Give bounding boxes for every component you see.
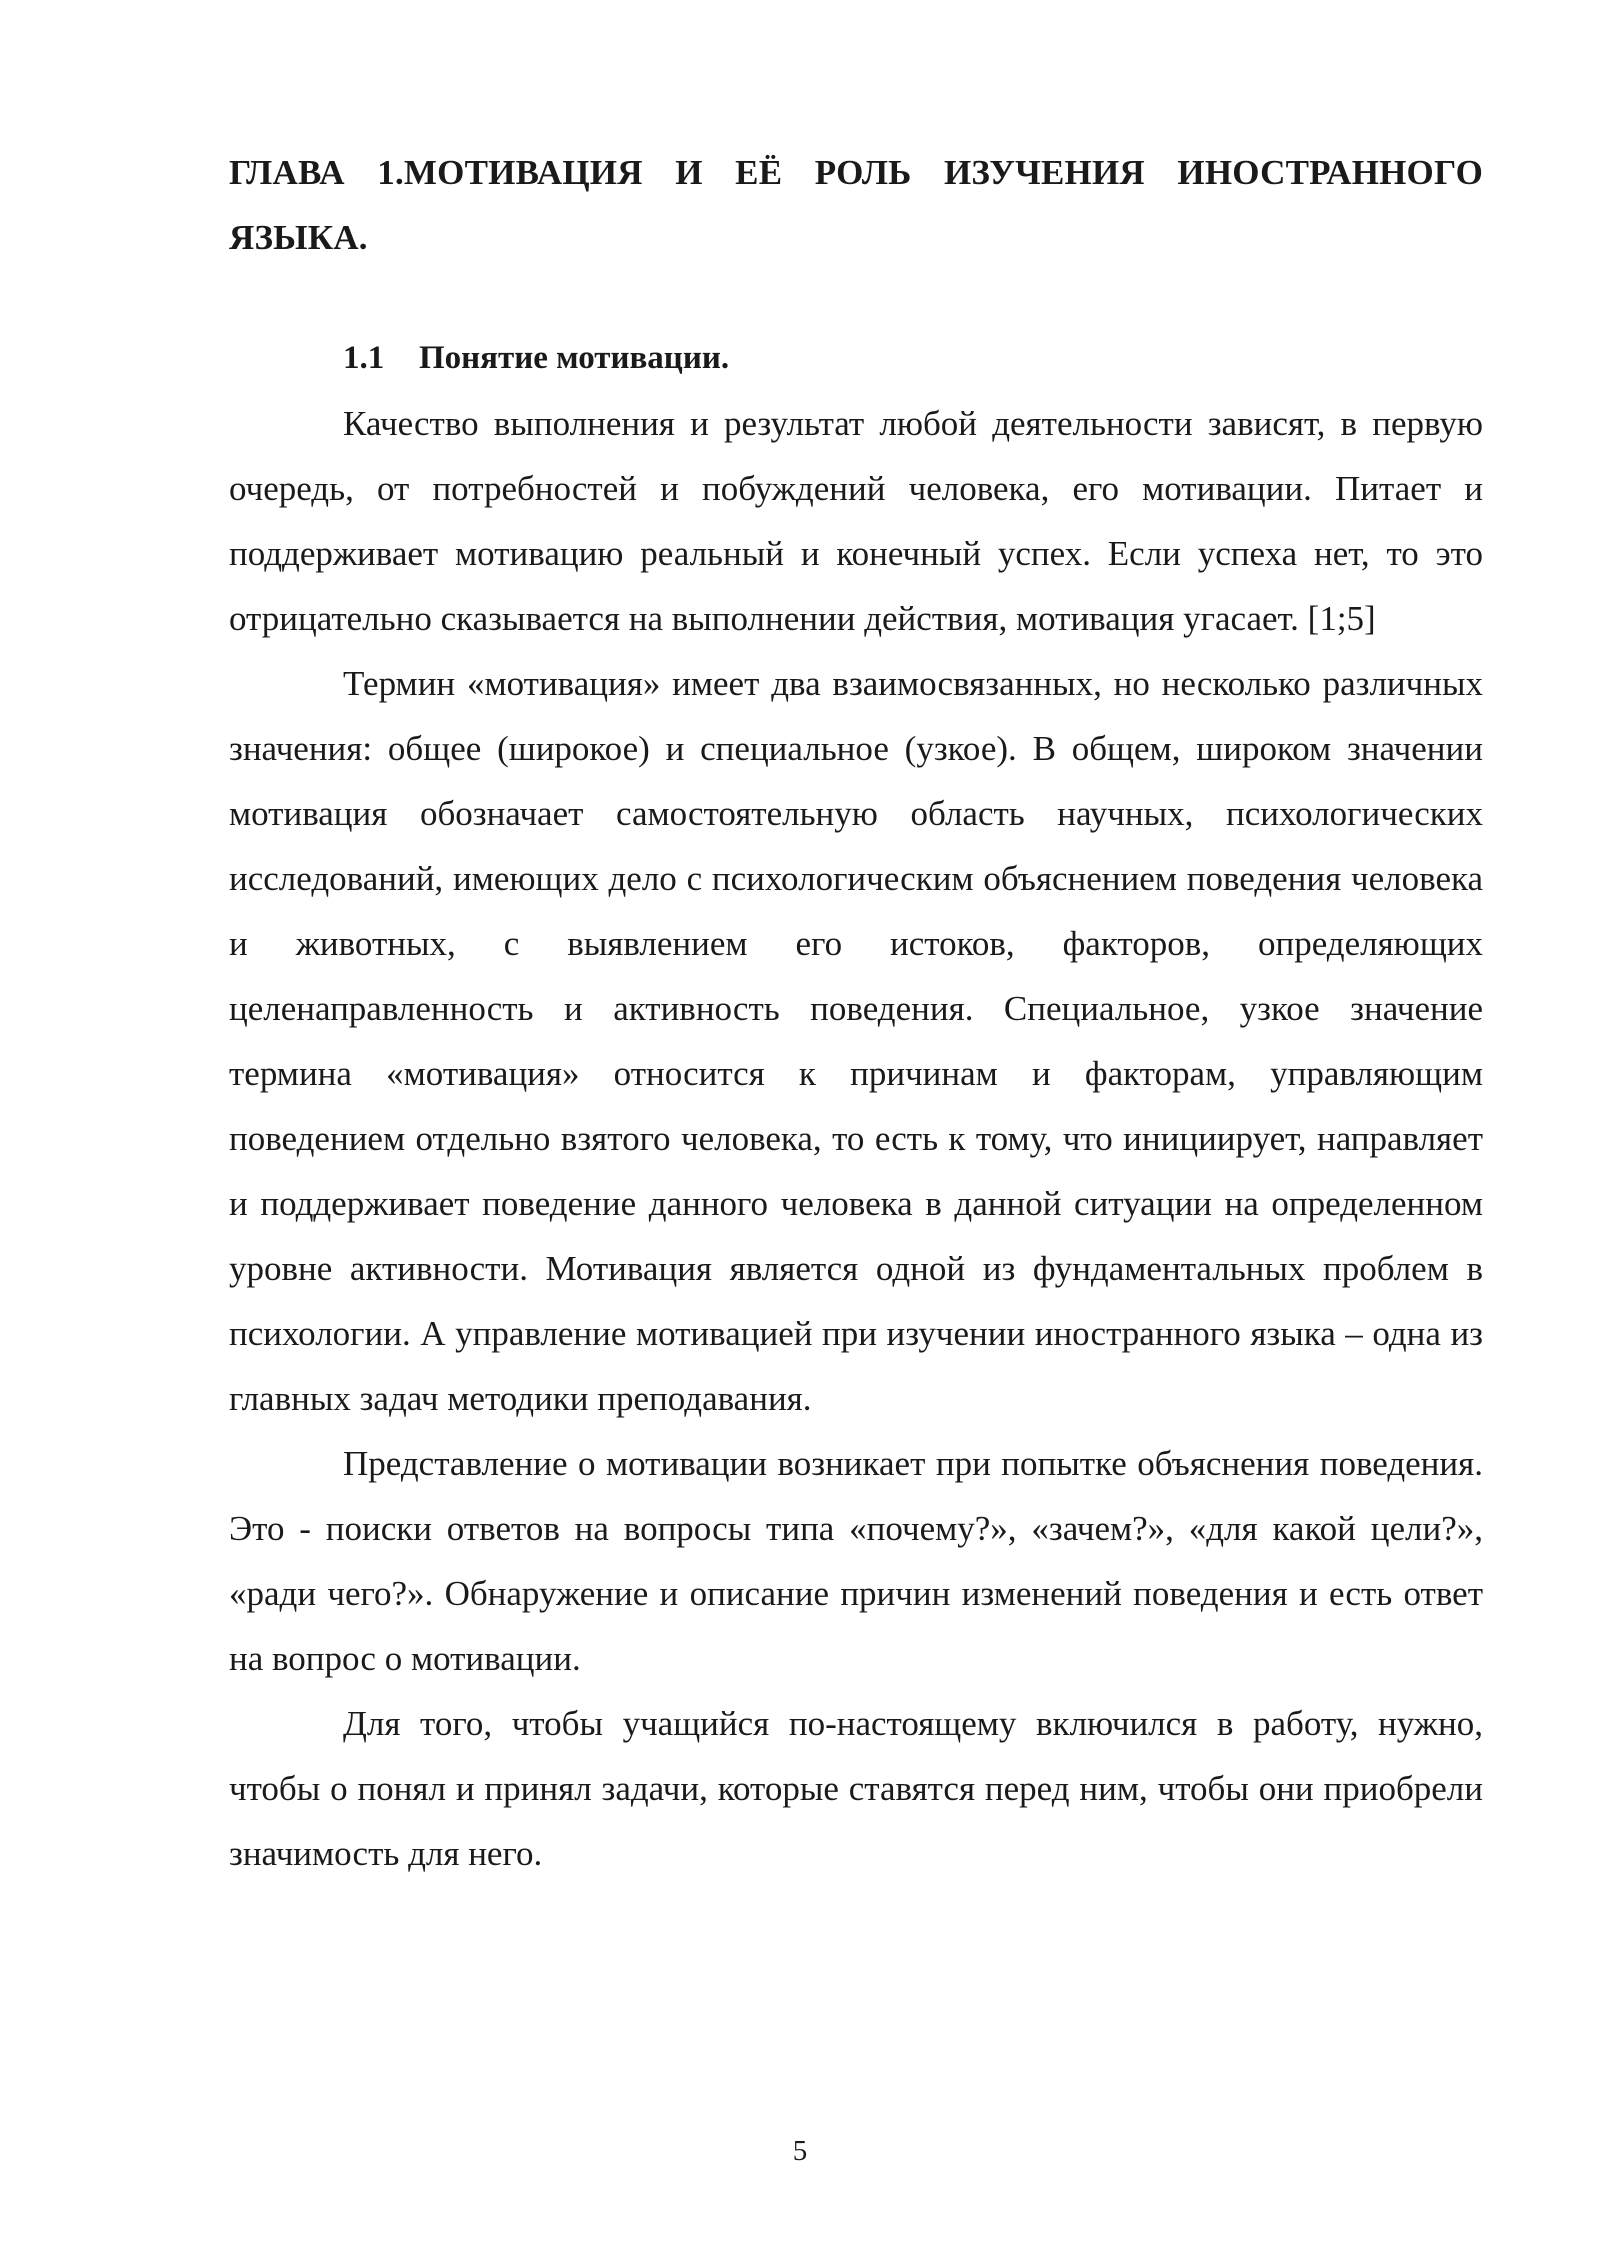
section-number: 1.1: [343, 340, 385, 376]
paragraph-1: Качество выполнения и результат любой деятельности зависят, в первую очередь, от потребностей и побуждений человека, его мотивации. Питает и поддерживает мотивацию реальный и конечный успех. Если успеха нет, то это отрицательно сказывается на выполнении действия, мотивация угасает. [1;5]: [229, 404, 1483, 638]
paragraph-3: Представление о мотивации возникает при попытке объяснения поведения. Это - поиски ответов на вопросы типа «почему?», «зачем?», «для какой цели?», «ради чего?». Обнаружение и описание причин изменений поведения и есть ответ на вопрос о мотивации.: [229, 1444, 1483, 1678]
section-heading: [229, 326, 1483, 391]
page-content: [229, 140, 1483, 1886]
section-title: Понятие мотивации.: [419, 340, 730, 376]
paragraph-2: Термин «мотивация» имеет два взаимосвязанных, но несколько различных значения: общее (широкое) и специальное (узкое). В общем, широком значении мотивация обозначает самостоятельную область научных, психологических исследований, имеющих дело с психологическим объяснением поведения человека и животных, с выявлением его истоков, факторов, определяющих целенаправленность и активность поведения. Специальное, узкое значение термина «мотивация» относится к причинам и факторам, управляющим поведением отдельно взятого человека, то есть к тому, что инициирует, направляет и поддерживает поведение данного человека в данной ситуации на определенном уровне активности. Мотивация является одной из фундаментальных проблем в психологии. А управление мотивацией при изучении иностранного языка – одна из главных задач методики преподавания.: [229, 664, 1483, 1418]
paragraph-4: Для того, чтобы учащийся по-настоящему включился в работу, нужно, чтобы о понял и принял задачи, которые ставятся перед ним, чтобы они приобрели значимость для него.: [229, 1704, 1483, 1873]
chapter-title: ГЛАВА 1.МОТИВАЦИЯ И ЕЁ РОЛЬ ИЗУЧЕНИЯ ИНОСТРАННОГО ЯЗЫКА.: [229, 153, 1483, 257]
page-number: 5: [792, 2135, 808, 2167]
